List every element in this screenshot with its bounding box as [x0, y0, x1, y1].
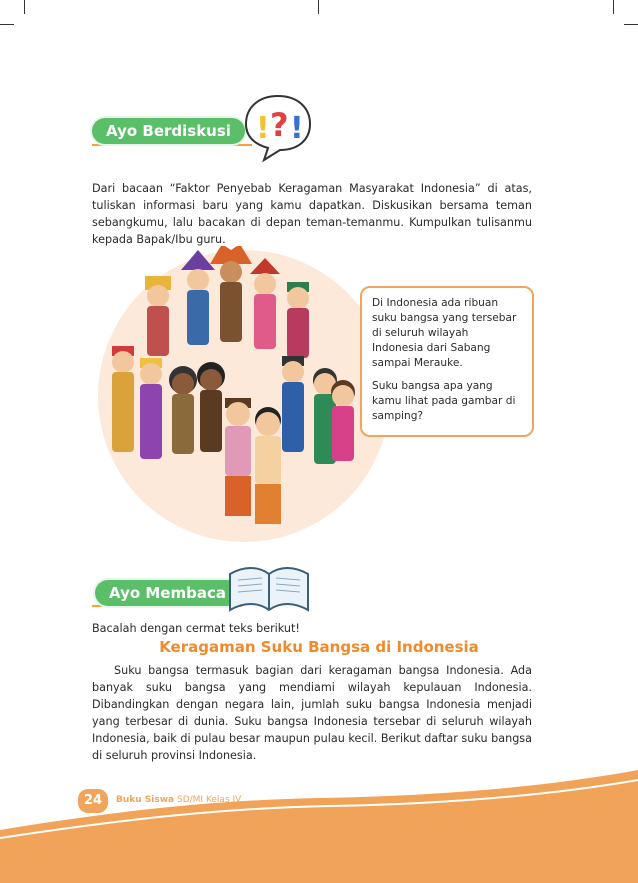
svg-text:!: !: [290, 111, 304, 146]
callout-text-2: Suku bangsa apa yang kamu lihat pada gambar di samping?: [372, 380, 516, 422]
crop-mark: [0, 24, 14, 25]
article-title: Keragaman Suku Bangsa di Indonesia: [159, 638, 479, 656]
discussion-header: Ayo Berdiskusi: [92, 118, 245, 144]
footer-book-label: Buku Siswa: [116, 795, 175, 805]
footer-grade-label: SD/MI Kelas IV: [176, 795, 242, 805]
discussion-paragraph: Dari bacaan “Faktor Penyebab Keragaman Masyarakat Indonesia” di atas, tuliskan informasi baru yang kamu dapatkan. Diskusikan bersama teman sebangkumu, lalu bacakan di depan teman-temanmu. Kumpulkan tulisanmu kepada Bapak/Ibu guru.: [92, 182, 532, 246]
page-number: 24: [78, 789, 108, 813]
article-text: Suku bangsa termasuk bagian dari keragaman bangsa Indonesia. Ada banyak suku bangsa yang mendiami wilayah kepulauan Indonesia. Dibandingkan dengan negara lain, jumlah suku bangsa Indonesia menjadi yang terbesar di dunia. Suku bangsa Indonesia tersebar di seluruh wilayah Indonesia, baik di pulau besar maupun pulau kecil. Berikut daftar suku bangsa di seluruh provinsi Indonesia.: [92, 664, 532, 762]
crop-mark: [613, 0, 614, 14]
crop-mark: [318, 0, 319, 14]
crop-mark: [624, 24, 638, 25]
exclamation-question-icon: [242, 92, 314, 164]
footer-wave: [0, 770, 638, 883]
svg-text:?: ?: [270, 106, 289, 144]
svg-text:!: !: [256, 111, 270, 146]
open-book-icon: [226, 560, 312, 618]
discussion-header-line: [92, 144, 252, 146]
ethnic-groups-illustration: [94, 246, 394, 546]
callout-box: [360, 286, 534, 437]
callout-text-1: Di Indonesia ada ribuan suku bangsa yang tersebar di seluruh wilayah Indonesia dari Sabang sampai Merauke.: [372, 297, 517, 369]
footer-label: [116, 795, 241, 805]
crop-mark: [24, 0, 25, 14]
reading-instruction: Bacalah dengan cermat teks berikut!: [92, 622, 300, 635]
reading-header: Ayo Membaca: [95, 580, 240, 606]
